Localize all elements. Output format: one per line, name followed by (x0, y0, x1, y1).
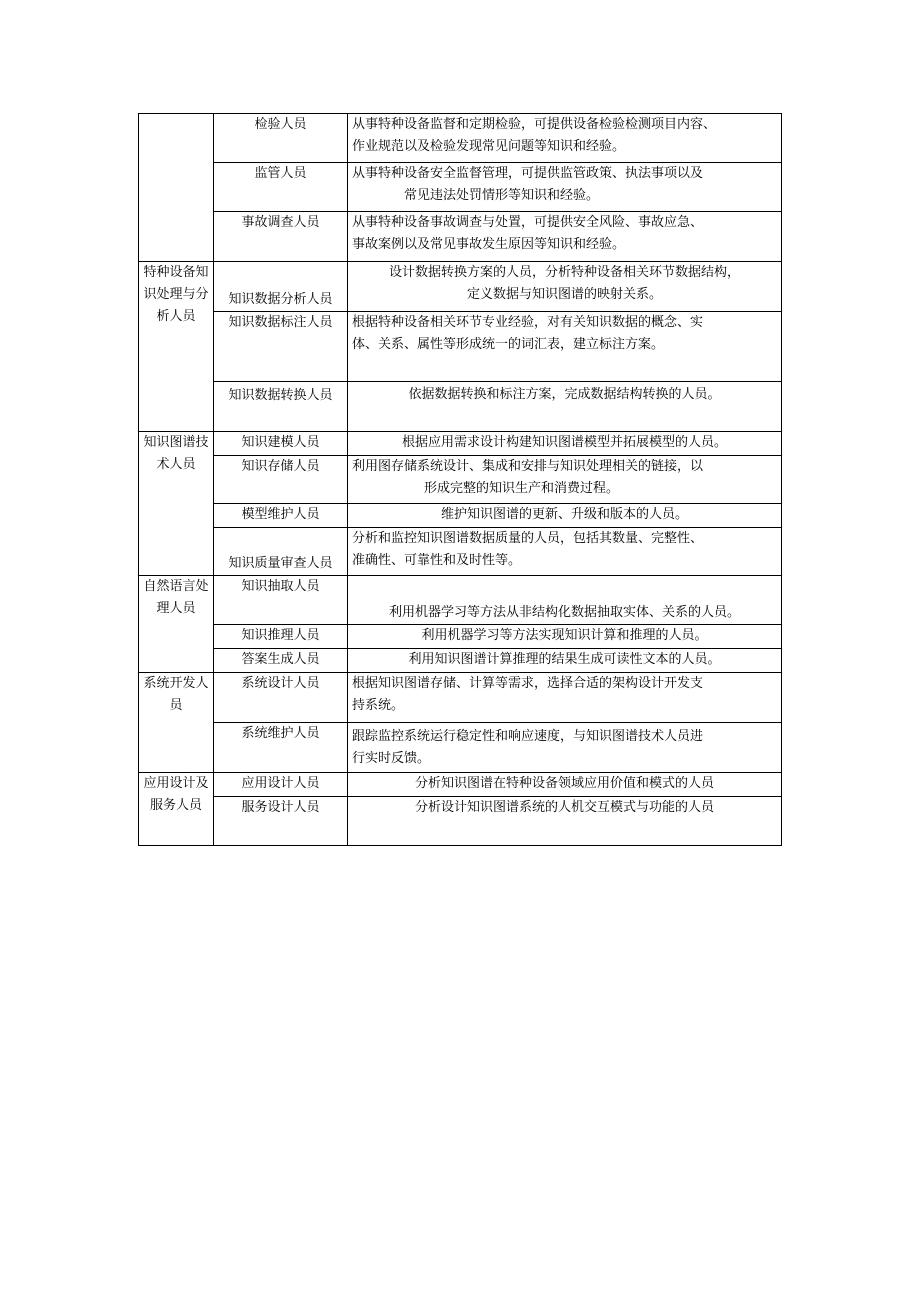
description-line: 持系统。 (352, 698, 405, 713)
description-line: 体、关系、属性等形成统一的词汇表，建立标注方案。 (352, 337, 665, 352)
description-line: 准确性、可靠性和及时性等。 (352, 553, 522, 568)
category-cell: 自然语言处理人员 (139, 576, 214, 673)
table-row (139, 504, 782, 528)
description-cell (348, 797, 782, 846)
description-line: 形成完整的知识生产和消费过程。 (424, 481, 620, 496)
description-line: 分析和监控知识图谱数据质量的人员，包括其数量、完整性、 (352, 531, 704, 546)
table-row (139, 673, 782, 723)
role-cell: 知识推理人员 (214, 625, 348, 649)
description-line: 行实时反馈。 (352, 750, 431, 766)
description-line: 从事特种设备监督和定期检验，可提供设备检验检测项目内容、 (352, 117, 717, 132)
description-line: 作业规范以及检验发现常见问题等知识和经验。 (352, 139, 626, 154)
table-row (139, 797, 782, 846)
description-cell (348, 773, 782, 797)
description-line: 依据数据转换和标注方案，完成数据结构转换的人员。 (408, 387, 721, 402)
role-cell: 检验人员 (214, 114, 348, 163)
table-row (139, 382, 782, 432)
description-cell (348, 625, 782, 649)
table-row (139, 262, 782, 312)
description-cell (348, 504, 782, 528)
description-line: 设计数据转换方案的人员，分析特种设备相关环节数据结构， (388, 265, 740, 280)
description-cell (348, 382, 782, 432)
role-cell: 系统维护人员 (214, 723, 348, 773)
role-cell: 知识质量审查人员 (214, 528, 348, 576)
description-line: 分析设计知识图谱系统的人机交互模式与功能的人员 (414, 800, 714, 815)
role-cell: 服务设计人员 (214, 797, 348, 846)
description-line: 跟踪监控系统运行稳定性和响应速度，与知识图谱技术人员进 (352, 728, 704, 744)
category-cell: 系统开发人员 (139, 673, 214, 773)
table-row (139, 312, 782, 382)
table-row (139, 432, 782, 456)
description-cell (348, 114, 782, 163)
role-cell: 模型维护人员 (214, 504, 348, 528)
description-cell (348, 163, 782, 212)
description-cell (348, 456, 782, 504)
table-row (139, 114, 782, 163)
table-row (139, 723, 782, 773)
description-line: 利用图存储系统设计、集成和安排与知识处理相关的链接，以 (352, 459, 704, 474)
role-cell: 应用设计人员 (214, 773, 348, 797)
description-line: 利用机器学习等方法从非结构化数据抽取实体、关系的人员。 (388, 605, 740, 620)
description-cell (348, 262, 782, 312)
description-cell (348, 528, 782, 576)
role-cell: 监管人员 (214, 163, 348, 212)
table-row (139, 163, 782, 212)
category-cell: 特种设备知识处理与分析人员 (139, 262, 214, 432)
role-cell: 知识数据分析人员 (214, 262, 348, 312)
role-cell: 知识抽取人员 (214, 576, 348, 625)
personnel-table (138, 113, 782, 846)
category-cell (139, 114, 214, 262)
description-line: 从事特种设备安全监督管理，可提供监管政策、执法事项以及 (352, 166, 704, 181)
role-cell: 知识数据转换人员 (214, 382, 348, 432)
description-line: 根据应用需求设计构建知识图谱模型并拓展模型的人员。 (401, 435, 727, 450)
description-line: 利用机器学习等方法实现知识计算和推理的人员。 (421, 628, 708, 643)
category-cell: 应用设计及服务人员 (139, 773, 214, 846)
table-row (139, 773, 782, 797)
table-row (139, 576, 782, 625)
description-line: 分析知识图谱在特种设备领域应用价值和模式的人员 (414, 776, 714, 791)
description-line: 维护知识图谱的更新、升级和版本的人员。 (440, 507, 688, 522)
description-line: 从事特种设备事故调查与处置，可提供安全风险、事故应急、 (352, 215, 704, 230)
description-cell (348, 212, 782, 262)
table-row (139, 212, 782, 262)
description-line: 根据知识图谱存储、计算等需求，选择合适的架构设计开发支 (352, 676, 704, 691)
role-cell: 答案生成人员 (214, 649, 348, 673)
category-cell: 知识图谱技术人员 (139, 432, 214, 576)
description-cell (348, 673, 782, 723)
description-cell (348, 576, 782, 625)
table-row (139, 625, 782, 649)
role-cell: 知识建模人员 (214, 432, 348, 456)
description-cell (348, 432, 782, 456)
description-line: 事故案例以及常见事故发生原因等知识和经验。 (352, 237, 626, 252)
table-row (139, 528, 782, 576)
description-line: 常见违法处罚情形等知识和经验。 (404, 188, 600, 203)
description-cell (348, 312, 782, 382)
description-cell (348, 649, 782, 673)
table-row (139, 456, 782, 504)
description-line: 根据特种设备相关环节专业经验，对有关知识数据的概念、实 (352, 315, 704, 330)
description-line: 定义数据与知识图谱的映射关系。 (466, 287, 662, 302)
role-cell: 事故调查人员 (214, 212, 348, 262)
role-cell: 系统设计人员 (214, 673, 348, 723)
description-line: 利用知识图谱计算推理的结果生成可读性文本的人员。 (408, 652, 721, 667)
description-cell (348, 723, 782, 773)
role-cell: 知识存储人员 (214, 456, 348, 504)
role-cell: 知识数据标注人员 (214, 312, 348, 382)
table-row (139, 649, 782, 673)
